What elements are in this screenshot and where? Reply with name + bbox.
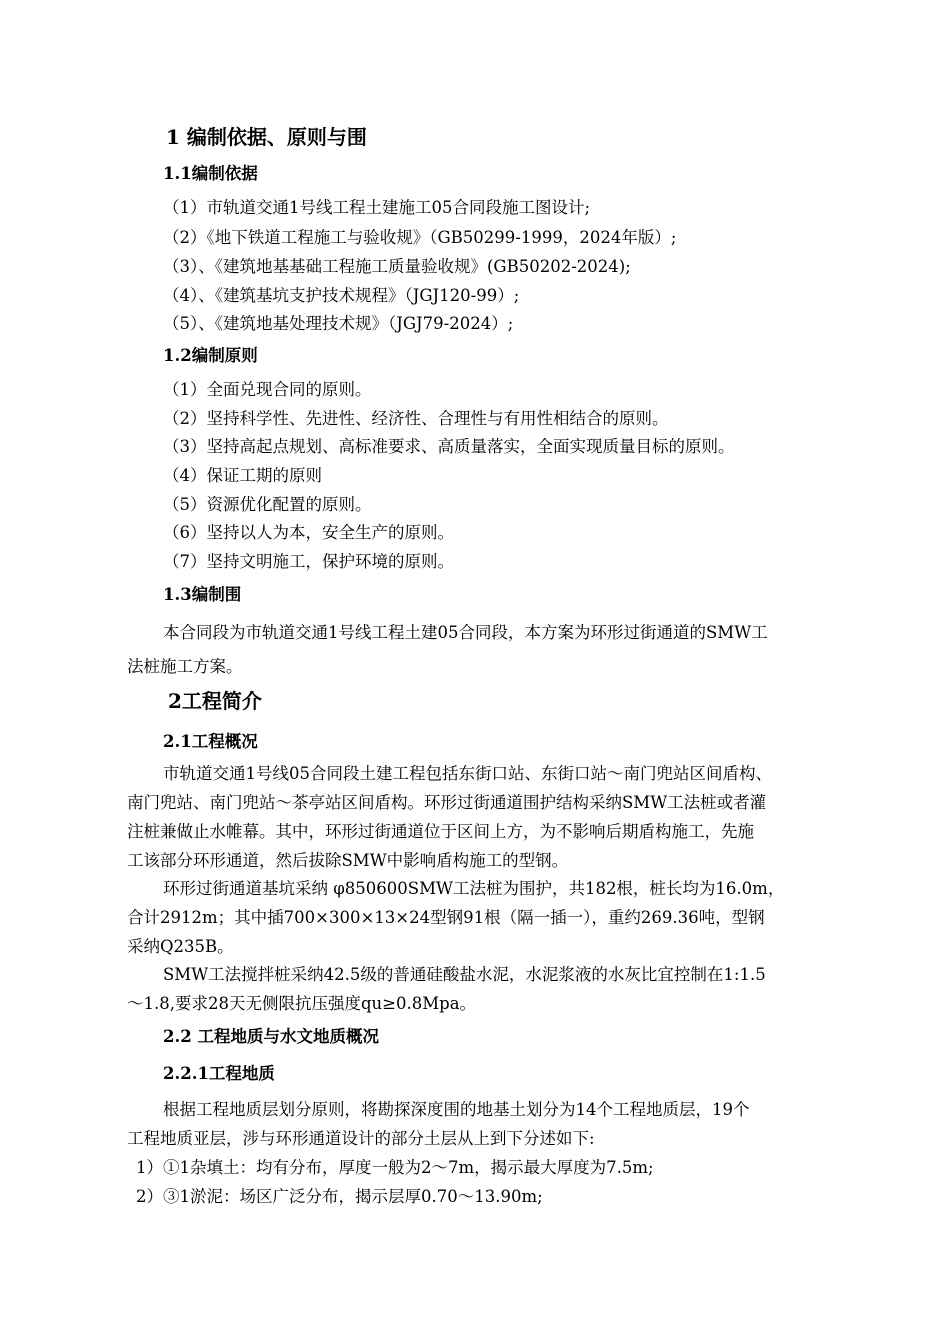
section-1-2-heading: 1.2编制原则 [163, 346, 258, 365]
list-item: 2）③1淤泥：场区广泛分布，揭示层厚0.70～13.90m; [136, 1187, 543, 1206]
section-1-1-heading: 1.1编制依据 [163, 164, 258, 183]
list-item: （2）《地下铁道工程施工与验收规》（GB50299-1999，2024年版）; [163, 228, 677, 247]
section-2-2-heading: 2.2 工程地质与水文地质概况 [163, 1027, 379, 1046]
list-item: （7）坚持文明施工，保护环境的原则。 [163, 552, 454, 571]
paragraph-line: 根据工程地质层划分原则，将勘探深度围的地基土划分为14个工程地质层，19个 [163, 1100, 750, 1119]
section-2-2-1-heading: 2.2.1工程地质 [163, 1064, 275, 1083]
list-item: （6）坚持以人为本，安全生产的原则。 [163, 523, 454, 542]
list-item: （2）坚持科学性、先进性、经济性、合理性与有用性相结合的原则。 [163, 409, 669, 428]
paragraph-line: 采纳Q235B。 [127, 937, 234, 956]
paragraph-line: 工该部分环形通道，然后拔除SMW中影响盾构施工的型钢。 [127, 851, 569, 870]
paragraph-line: 工程地质亚层，涉与环形通道设计的部分土层从上到下分述如下: [127, 1129, 595, 1148]
paragraph-line: 注桩兼做止水帷幕。其中，环形过街通道位于区间上方，为不影响后期盾构施工，先施 [127, 822, 754, 841]
list-item: 1）①1杂填土：均有分布，厚度一般为2～7m，揭示最大厚度为7.5m; [136, 1158, 654, 1177]
list-item: （5）、《建筑地基处理技术规》（JGJ79-2024）; [163, 314, 514, 333]
paragraph-line: 法桩施工方案。 [127, 657, 243, 676]
list-item: （4）保证工期的原则 [163, 466, 322, 485]
paragraph-line: SMW工法搅拌桩采纳42.5级的普通硅酸盐水泥，水泥浆液的水灰比宜控制在1:1.5 [163, 965, 766, 984]
paragraph-line: 本合同段为市轨道交通1号线工程土建05合同段，本方案为环形过街通道的SMW工 [163, 623, 768, 642]
paragraph-line: 南门兜站、南门兜站～茶亭站区间盾构。环形过街通道围护结构采纳SMW工法桩或者灌 [127, 793, 767, 812]
section-2-heading: 2工程简介 [168, 689, 262, 713]
paragraph-line: ～1.8,要求28天无侧限抗压强度qu≥0.8Mpa。 [127, 994, 477, 1013]
list-item: （1）全面兑现合同的原则。 [163, 380, 372, 399]
paragraph-line: 环形过街通道基坑采纳 φ850600SMW工法桩为围护，共182根，桩长均为16.0m， [163, 879, 785, 898]
section-2-1-heading: 2.1工程概况 [163, 732, 258, 751]
list-item: （3）坚持高起点规划、高标准要求、高质量落实，全面实现质量目标的原则。 [163, 437, 735, 456]
section-1-3-heading: 1.3编制围 [163, 585, 242, 604]
section-1-heading: 1 编制依据、原则与围 [166, 125, 367, 149]
list-item: （3）、《建筑地基基础工程施工质量验收规》(GB50202-2024); [163, 257, 631, 276]
list-item: （5）资源优化配置的原则。 [163, 495, 372, 514]
paragraph-line: 合计2912m；其中插700×300×13×24型钢91根（隔一插一），重约269.36吨，型钢 [127, 908, 765, 927]
list-item: （1）市轨道交通1号线工程土建施工05合同段施工图设计; [163, 198, 591, 217]
paragraph-line: 市轨道交通1号线05合同段土建工程包括东街口站、东街口站～南门兜站区间盾构、 [163, 764, 772, 783]
list-item: （4）、《建筑基坑支护技术规程》（JGJ120-99）; [163, 286, 520, 305]
